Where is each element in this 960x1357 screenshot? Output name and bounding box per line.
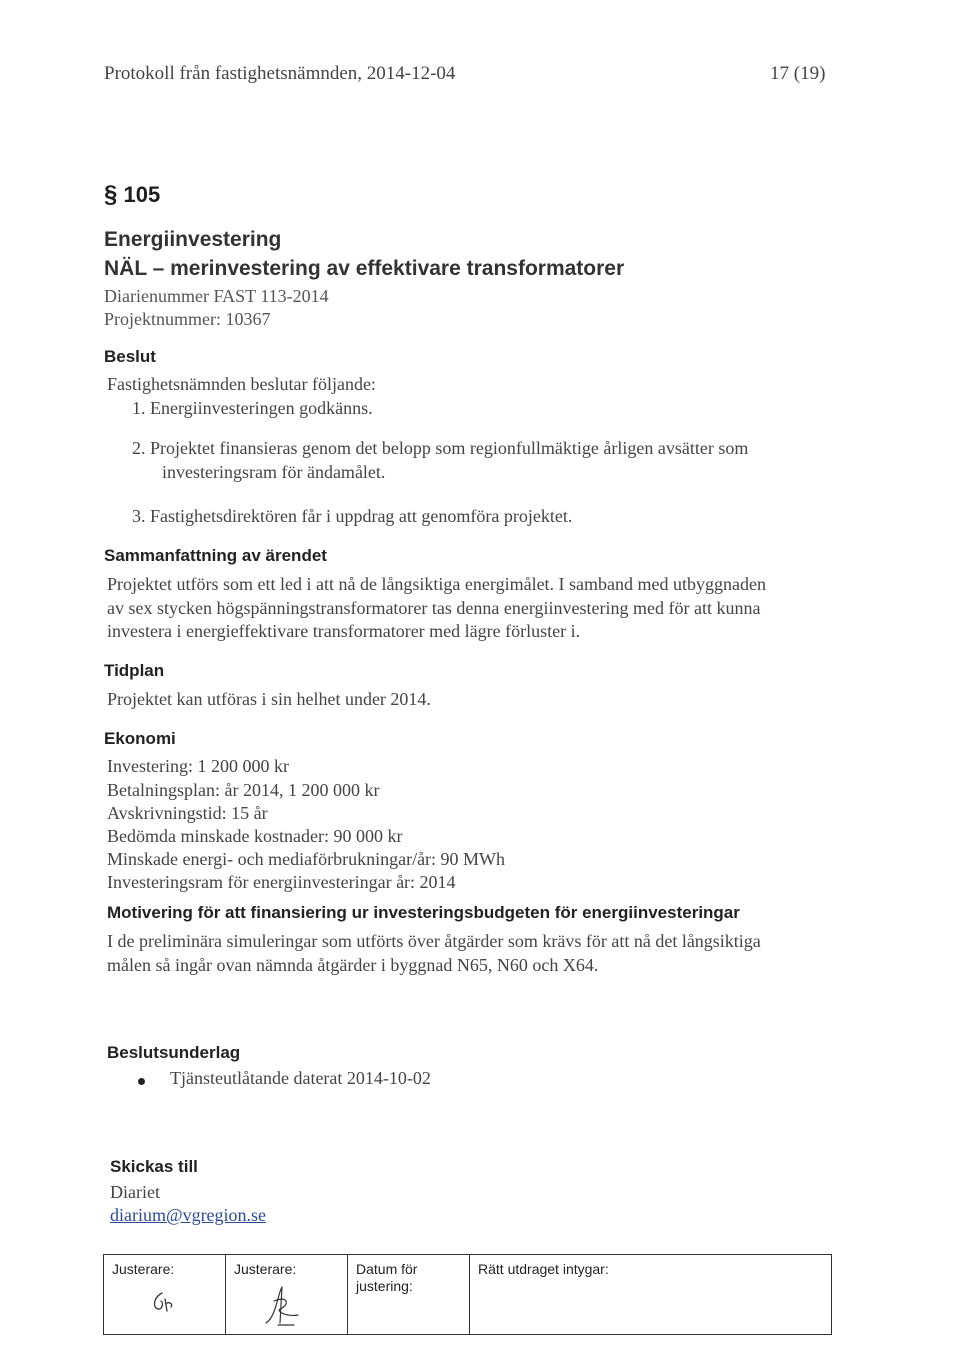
ekonomi-line: Investeringsram för energiinvesteringar år: 2014 [107,872,456,892]
datum-cell [348,1255,470,1334]
ekonomi-line: Investering: 1 200 000 kr [107,756,289,776]
motivering-line: I de preliminära simuleringar som utförts över åtgärder som krävs för att nå det långsiktiga [107,931,761,951]
section-sign: § [104,181,118,208]
beslut-item-3: 3. Fastighetsdirektören får i uppdrag att genomföra projektet. [132,506,573,526]
beslut-heading: Beslut [104,347,156,366]
ekonomi-line: Minskade energi- och mediaförbrukningar/år: 90 MWh [107,849,506,869]
paragraph-number-value: 105 [123,182,161,207]
projektnummer: Projektnummer: 10367 [104,309,271,329]
diarienummer: Diarienummer FAST 113-2014 [104,286,329,306]
tidplan-text: Projektet kan utföras i sin helhet under 2014. [107,689,431,709]
ekonomi-line: Avskrivningstid: 15 år [107,803,268,823]
justerare-2-cell [226,1255,348,1334]
bullet-icon [138,1078,145,1085]
ekonomi-heading: Ekonomi [104,729,176,748]
beslut-item-2: 2. Projektet finansieras genom det belopp som regionfullmäktige årligen avsätter som [132,438,749,458]
beslutsunderlag-item: Tjänsteutlåtande daterat 2014-10-02 [170,1068,431,1088]
signature-icon [148,1289,178,1317]
ekonomi-line: Bedömda minskade kostnader: 90 000 kr [107,826,403,846]
paragraph-number [104,181,160,209]
justerare-2-label: Justerare: [234,1261,297,1277]
document-title: Energiinvestering [104,228,282,251]
signature-table [103,1254,832,1335]
beslut-item-1: 1. Energiinvesteringen godkänns. [132,398,373,418]
document-subtitle: NÄL – merinvestering av effektivare transformatorer [104,257,625,280]
sammanfattning-line: Projektet utförs som ett led i att nå de långsiktiga energimålet. I samband med utbyggnaden [107,574,767,594]
ekonomi-line: Betalningsplan: år 2014, 1 200 000 kr [107,780,380,800]
tidplan-heading: Tidplan [104,661,165,680]
sammanfattning-heading: Sammanfattning av ärendet [104,546,327,565]
email-link[interactable]: diarium@vgregion.se [110,1205,267,1225]
datum-label: Datum för justering: [356,1261,418,1294]
beslut-intro: Fastighetsnämnden beslutar följande: [107,374,376,394]
ratt-utdraget-label: Rätt utdraget intygar: [478,1261,609,1277]
skickas-heading: Skickas till [110,1157,198,1176]
motivering-line: målen så ingår ovan nämnda åtgärder i byggnad N65, N60 och X64. [107,955,599,975]
ratt-utdraget-cell [470,1255,831,1334]
sammanfattning-line: investera i energieffektivare transformatorer med lägre förluster i. [107,621,581,641]
sammanfattning-line: av sex stycken högspänningstransformatorer tas denna energiinvestering med för att kunna [107,598,761,618]
beslutsunderlag-heading: Beslutsunderlag [107,1043,241,1062]
signature-icon [254,1283,314,1329]
skickas-recipient: Diariet [110,1182,160,1202]
header-title: Protokoll från fastighetsnämnden, 2014-12-04 [104,63,456,84]
justerare-1-cell [104,1255,226,1334]
justerare-1-label: Justerare: [112,1261,175,1277]
page-number: 17 (19) [770,63,826,84]
motivering-heading: Motivering för att finansiering ur investeringsbudgeten för energiinvesteringar [107,903,740,922]
beslut-item-2-continued: investeringsram för ändamålet. [162,462,386,482]
